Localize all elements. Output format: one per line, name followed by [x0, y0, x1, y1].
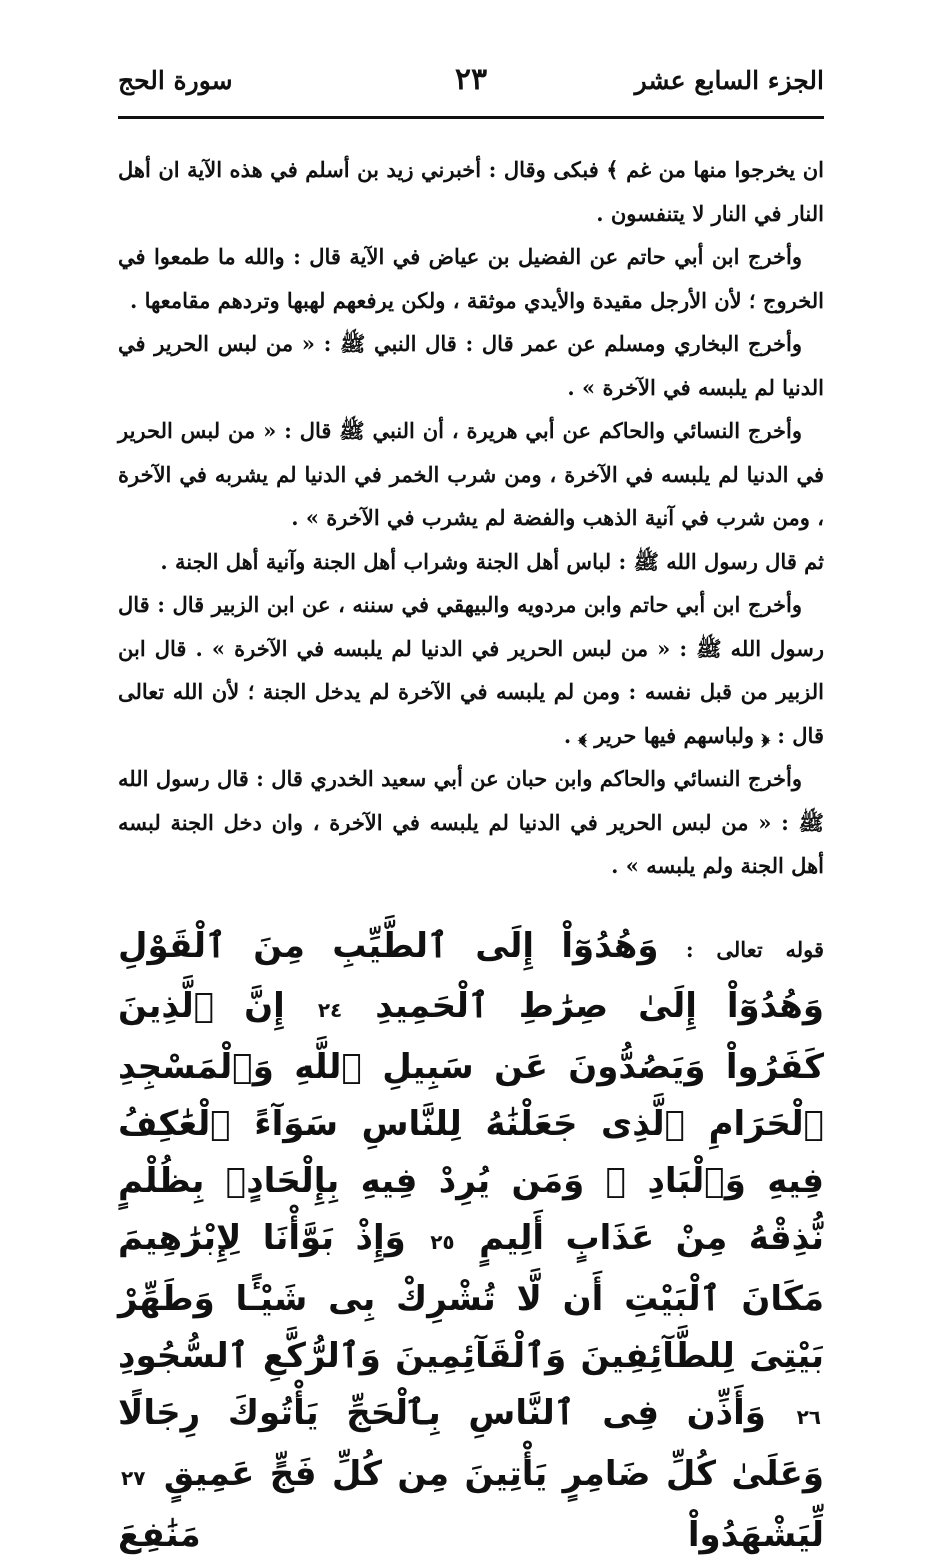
paragraph-4: وأخرج النسائي والحاكم عن أبي هريرة ، أن النبي ﷺ قال : « من لبس الحرير في الدنيا لم يلبسه في الآخرة ، ومن شرب الخمر في الدنيا لم يشربه في الآخرة ، ومن شرب في آنية الذهب والفضة لم يشرب في الآخرة » .	[118, 418, 824, 530]
paragraph-7: وأخرج النسائي والحاكم وابن حبان عن أبي سعيد الخدري قال : قال رسول الله ﷺ : « من لبس الحرير في الدنيا لم يلبسه في الآخرة ، وان دخل الجنة لبسه أهل الجنة ولم يلبسه » .	[118, 766, 824, 878]
header-divider	[118, 116, 824, 119]
paragraph-3: وأخرج البخاري ومسلم عن عمر قال : قال النبي ﷺ : « من لبس الحرير في الدنيا لم يلبسه في الآخرة » .	[118, 331, 824, 400]
surah-title: سورة الحج	[118, 66, 233, 95]
quran-intro: قوله تعالى :	[685, 937, 825, 962]
verse-24-text: وَهُدُوٓاْ إِلَى ٱلطَّيِّبِ مِنَ ٱلْقَوْلِ وَهُدُوٓاْ إِلَىٰ صِرَٰطِ ٱلْحَمِيدِ	[118, 926, 825, 1026]
paragraph-5: ثم قال رسول الله ﷺ : لباس أهل الجنة وشراب أهل الجنة وآنية أهل الجنة .	[160, 548, 824, 574]
verse-25-number: ٢٥	[430, 1230, 455, 1254]
verse-27-number: ٢٧	[121, 1466, 146, 1490]
paragraph-1: ان يخرجوا منها من غم ﴾ فبكى وقال : أخبرني زيد بن أسلم في هذه الآية ان أهل النار في النار لا يتنفسون .	[118, 157, 824, 226]
verse-27-text: وَأَذِّن فِى ٱلنَّاسِ بِٱلْحَجِّ يَأْتُوكَ رِجَالًا وَعَلَىٰ كُلِّ ضَامِرٍ يَأْتِينَ مِن كُلِّ فَجٍّ عَمِيقٍ	[118, 1393, 825, 1494]
page-header	[118, 60, 824, 110]
quran-verses	[118, 918, 824, 1564]
verse-26-text: وَإِذْ بَوَّأْنَا لِإِبْرَٰهِيمَ مَكَانَ ٱلْبَيْتِ أَن لَّا تُشْرِكْ بِى شَيْـًٔا وَطَهِّرْ بَيْتِىَ لِلطَّآئِفِينَ وَٱلْقَآئِمِينَ وَٱلرُّكَّعِ ٱلسُّجُودِ	[118, 1218, 824, 1376]
verse-25-text: إِنَّ ٱلَّذِينَ كَفَرُواْ وَيَصُدُّونَ عَن سَبِيلِ ٱللَّهِ وَٱلْمَسْجِدِ ٱلْحَرَامِ ٱلَّذِى جَعَلْنَٰهُ لِلنَّاسِ سَوَآءً ٱلْعَٰكِفُ فِيهِ وَٱلْبَادِ ۚ وَمَن يُرِدْ فِيهِ بِإِلْحَادٍۭ بِظُلْمٍ نُّذِقْهُ مِنْ عَذَابٍ أَلِيمٍ	[118, 986, 824, 1258]
paragraph-2: وأخرج ابن أبي حاتم عن الفضيل بن عياض في الآية قال : والله ما طمعوا في الخروج ؛ لأن الأرجل مقيدة والأيدي موثقة ، ولكن يرفعهم لهبها وتردهم مقامعها .	[118, 244, 824, 313]
verse-26-number: ٢٦	[796, 1405, 821, 1429]
juz-title: الجزء السابع عشر	[634, 66, 824, 95]
page-number: ٢٣	[454, 62, 488, 97]
commentary-text	[118, 148, 824, 888]
verse-24-number: ٢٤	[317, 998, 343, 1022]
paragraph-6: وأخرج ابن أبي حاتم وابن مردويه والبيهقي في سننه ، عن ابن الزبير قال : قال رسول الله ﷺ : « من لبس الحرير في الدنيا لم يلبسه في الآخرة » . قال ابن الزبير من قبل نفسه : ومن لم يلبسه في الآخرة لم يدخل الجنة ؛ لأن الله تعالى قال : ﴿ ولباسهم فيها حرير ﴾ .	[118, 592, 824, 748]
verse-28-text: لِّيَشْهَدُواْ مَنَٰفِعَ	[118, 1515, 824, 1555]
